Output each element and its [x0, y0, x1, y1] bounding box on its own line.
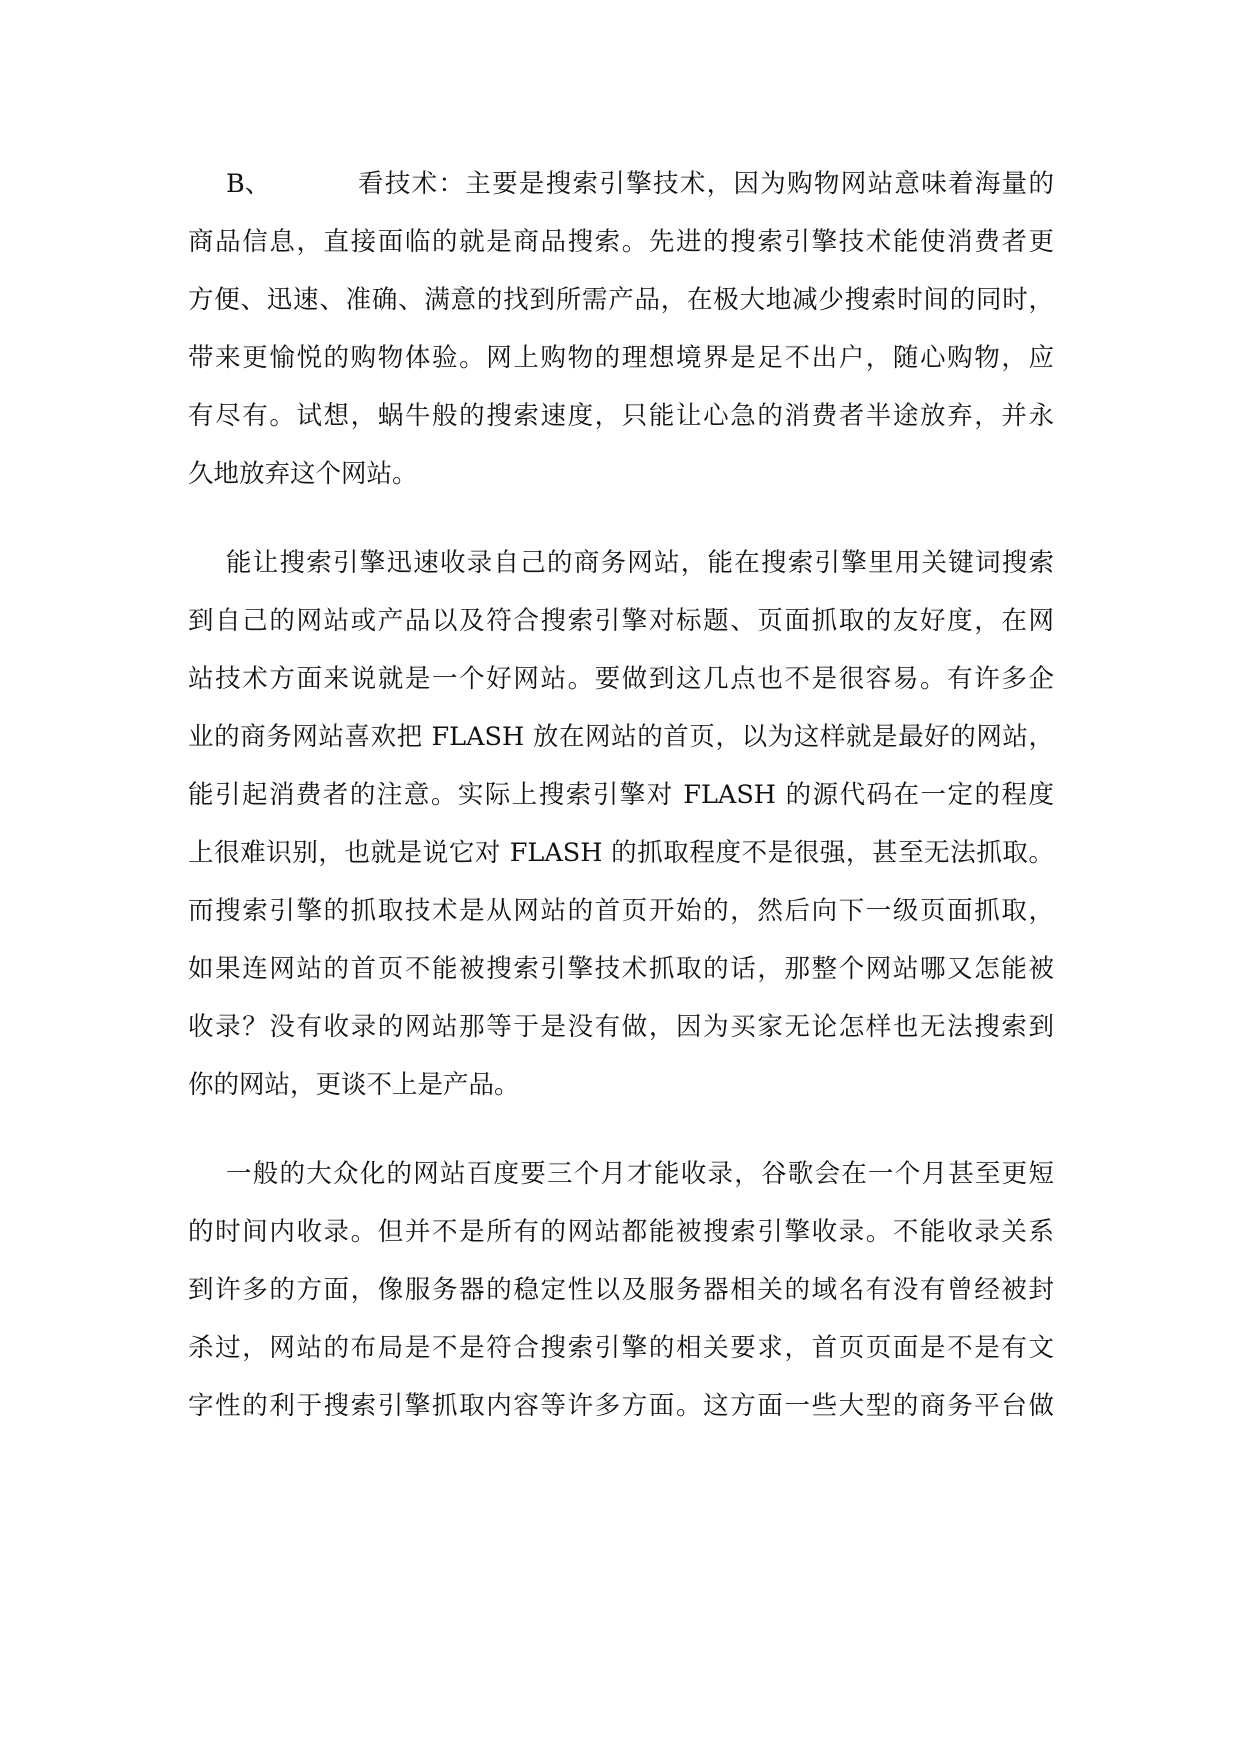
- paragraph-line: 商品信息，直接面临的就是商品搜索。先进的搜索引擎技术能使消费者更: [188, 227, 1054, 257]
- paragraph-line: 的时间内收录。但并不是所有的网站都能被搜索引擎收录。不能收录关系: [188, 1217, 1054, 1247]
- paragraph-line: 业的商务网站喜欢把 FLASH 放在网站的首页，以为这样就是最好的网站，: [188, 722, 1054, 752]
- paragraph-line: 你的网站，更谈不上是产品。: [188, 1070, 520, 1100]
- paragraph-line: 看技术：主要是搜索引擎技术，因为购物网站意味着海量的: [358, 169, 1054, 199]
- paragraph-line: 久地放弃这个网站。: [188, 459, 418, 489]
- paragraph-line: 带来更愉悦的购物体验。网上购物的理想境界是足不出户，随心购物，应: [188, 343, 1054, 373]
- paragraph-line: 一般的大众化的网站百度要三个月才能收录，谷歌会在一个月甚至更短: [226, 1159, 1054, 1189]
- paragraph-line: 能让搜索引擎迅速收录自己的商务网站，能在搜索引擎里用关键词搜索: [226, 548, 1054, 578]
- paragraph-line: 到许多的方面，像服务器的稳定性以及服务器相关的域名有没有曾经被封: [188, 1275, 1054, 1305]
- paragraph-line: 如果连网站的首页不能被搜索引擎技术抓取的话，那整个网站哪又怎能被: [188, 954, 1054, 984]
- paragraph-line: 杀过，网站的布局是不是符合搜索引擎的相关要求，首页页面是不是有文: [188, 1333, 1054, 1363]
- paragraph-line: 能引起消费者的注意。实际上搜索引擎对 FLASH 的源代码在一定的程度: [188, 780, 1054, 810]
- paragraph-line: 方便、迅速、准确、满意的找到所需产品，在极大地减少搜索时间的同时，: [188, 285, 1054, 315]
- paragraph-line: 到自己的网站或产品以及符合搜索引擎对标题、页面抓取的友好度，在网: [188, 606, 1054, 636]
- paragraph-line: 上很难识别，也就是说它对 FLASH 的抓取程度不是很强，甚至无法抓取。: [188, 838, 1054, 868]
- paragraph-line: 而搜索引擎的抓取技术是从网站的首页开始的，然后向下一级页面抓取，: [188, 896, 1054, 926]
- paragraph-line: 站技术方面来说就是一个好网站。要做到这几点也不是很容易。有许多企: [188, 664, 1054, 694]
- paragraph-line: 收录？没有收录的网站那等于是没有做，因为买家无论怎样也无法搜索到: [188, 1012, 1054, 1042]
- paragraph-line: 有尽有。试想，蜗牛般的搜索速度，只能让心急的消费者半途放弃，并永: [188, 401, 1054, 431]
- paragraph-line: 字性的利于搜索引擎抓取内容等许多方面。这方面一些大型的商务平台做: [188, 1391, 1054, 1421]
- list-marker: B、: [226, 169, 271, 199]
